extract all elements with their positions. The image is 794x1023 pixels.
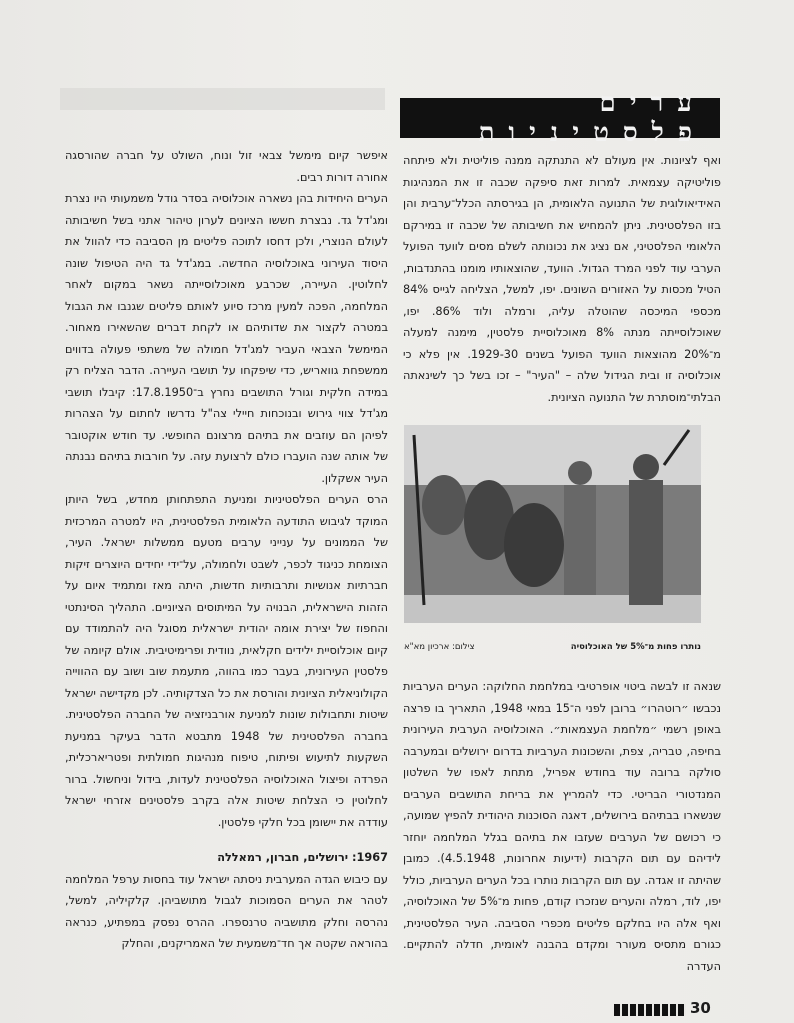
paragraph: עם כיבוש הגדה המערבית ניסתה ישראל עוד בחסות ערפל המלחמה לטהר את הערים הסמוכות לגבול מתושביהן. קלקיליה, למשל, נהרסה וחלק מתושביה טרנספרו. ההרס נפסק במפתיע, כנראה בהוראה שקטה אך חד־משמעית של האמריקנים, והחלק — [65, 872, 388, 950]
section-heading: 1967: ירושלים, חברון, רמאללה — [217, 851, 388, 864]
page-number: 30 — [690, 999, 711, 1017]
photo-caption — [404, 642, 701, 652]
section-title-band — [400, 88, 720, 148]
paragraph: הערים היחידות בהן נשארה אוכלוסיה בסדר גודל משמעותי היו נצרת ומג'דל גד. נבצרת חששו הציונים לערון טיהור אתני בשל חשיבותה לעולם הנוצרי, ולכן דחסו לתוכה פליטים מן הסביבה כדי להוול את היסוד העירוני באוכלוסיה החדשה. במג'דל גד היה הטיפול שונה לחלוטין. העיירה, שכרבע מאוכלוסייתה נשאר במקום לאחר המלחמה, הפכה למעין מרכז סיוע לאותם פליטים שגנבו את הגבול במטרה לקצור את שדותיהם או לקחת דברים שהשאירו מאחור. המימשל הצבאי העביר למג'דל חמולה של משתפי פעולה בדווים ממשפחת גוואריש, כדי שיפקחו על תושבי העיירה. הדבר הצליח רק במידה חלקית וגורל התושבים נחרץ ב־17.8.1950: קיבלו תושבי מג'דל צווי גירוש ובנוכחות חיילי צה"ל נדרשו לחתום על הצהרות לפיהן הם עוזבים את בתיהם מרצונם החופשי. עד חודש אוקטובר של אותה שנה הועברו כולם לרצועת עזה. על חורבות בתיהם נבנתה העיר אשקלון. — [65, 192, 388, 485]
caption-main: נותרו פחות מ־5% של האוכלוסיה — [570, 642, 701, 652]
article-column-right-bottom — [403, 676, 721, 977]
paragraph: הרס הערים הפלסטיניות ומניעת התפתחותן מחדש, בשל היותן המוקד לגיבוש התודעה הלאומית הפלסטינית, היו למטרה המרכזית של הממונים על ענייני ערבים מטעם ממשלות ישראל. העיר, הצומחת כניגוד לכפר, לשבט ולחמולה, על־ידי יחידים היוצרים זיקות חברתיות אנושיות ותרבותיות חדשות, היתה מאז ומתמיד איום על הזהות הישראלית, הבנויה על המיתוסים הציוניים. התהליך הסינתטי והחפוז של יצירת אומה יהודית ישראלית מסוגל היה להתמודד עם קיום אוכלוסיית ילידים חקלאית, נוודית ופרימיטיבית. אולם קיומה של פלסטין העירונית, בעבר כמו בהווה, מתעמת שוב ושוב עם ההווייה הקולוניאלית הציונית והורסת את כל הצדקותיה. לכן מקדישה ישראל שיטות ותחבולות שונות למניעת אורבניזציה של החברה הפלסטינית. בחברה הפלסטינית של 1948 מתבטא הדבר בעיקר במניעת השקעות לתיעוש ופיתוח, טיפוח מנהיגות חמולתית ופטריארכלית, הפרדה ופיצול האוכלוסיה הפלסטינית לעדות, בידול וניחשול. ברור לחלוטין כי הצלחת שיטות אלה בקרב פלסטינים אזרחי ישראל עודדה את יישומן בכל חלקי פלסטין. — [65, 493, 388, 829]
caption-credit: צילום: ארכיון מא"א — [404, 642, 475, 652]
bleed-through-band — [60, 88, 385, 110]
paragraph: שנאה זו לבשה ביטוי אופרטיבי במלחמת החלוקה: הערים הערביות נכבשו ״רוטהרו״ ברובן לפני ה־15 במאי 1948, התאריך בו פרצה באופן רשמי ״מלחמת העצמאות״. האוכלוסיה הערבית העירונית בחיפה, טבריה, צפת, והשכונות הערביות בדרום ירושלים ובמערבה סולקה ברובה עוד בחודש אפריל, מתחת לאפו של השלטון המנדטורי הבריטי. כדי להמריץ את בריחת התושבים הערבים שנשארו בבתיהם בירושלים, דאגה הסוכנות היהודית להפיץ שמועה, כי רכושם של הערבים שעזבו את בתיהם בגלל המלחמה יוחזר לידיהם עם תום הקרבות (ידיעות אחרונות, 4.5.1948). כמובן שהיתה זו אגדה. עם תום הקרבות נותרו בכל הערים הערביות, כולל יפו, לוד, רמלה והערים שנזכרו קודם, פחות מ־5% של האוכלוסיה, ואף אלה היו בחלקם פליטים מכפרי הסביבה. העיר הפלסטינית, כגורם מתסיס מעורר ומקדם בהבנה לאומית, חדלה להתקיים. העדרה — [403, 680, 722, 973]
article-column-right-top — [403, 150, 721, 408]
photo-illustration — [404, 425, 701, 623]
historical-photo — [404, 425, 701, 623]
paragraph: איפשר קיום מימשל צבאי זול ונוח, השולט על חברה שהורסגה אחורה דורות רבים. — [65, 149, 388, 184]
paragraph: ואף לציונות. אין מעולם לא התנתקה ממנה פוליטית ולא פיתחה פוליטיקה עצמאית. למרות זאת סיפקה שכבה זו את המנהיגות האידיאולוגית של התנועה הלאומית, הן בגירסתה הכלל־ערבית והן בזו הפלסטינית. ניתן להמחיש את חשיבותה של שכבה זו במירקם הלאומי הפלסטיני, אם נציג את נכונותה לשלם מסים לוועד הפועל הערבי עוד לפני המרד הגדול. הוועד, שהוצאותיו מומנו בהתנדבות, הטיל מכסות על האזורים השונים. יפו, למשל, הצליחה לגייס 84% מכספי המיכסה שהוטלה עליה, ורמלה ולוד 86%. יפו, שאוכלוסייתה מנתה 8% מאוכלוסיית פלסטין, מימנה למעלה מ־20% מהוצאות הוועד הפועל בשנים 1929-30. אין פלא כי אוכלוסיה זו ובית הגידול שלה – "העיר" – זכו בשל כך לשינאתה הבלתי־מוסתרת של התנועה הציונית. — [403, 154, 722, 404]
magazine-logo — [614, 1004, 686, 1016]
section-title: ערים פלסטיניות — [478, 88, 706, 148]
article-column-left — [65, 145, 388, 955]
